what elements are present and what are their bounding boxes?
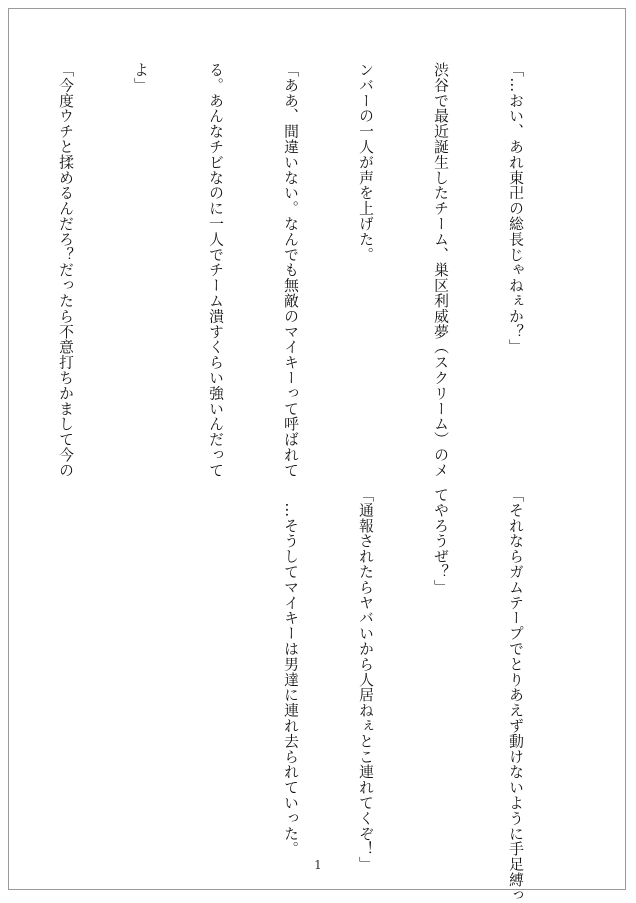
line: 「今度ウチと揉めるんだろ？だったら不意打ちかまして今の	[57, 62, 74, 478]
line: てやろうぜ？」	[432, 487, 449, 595]
blank-line	[203, 487, 228, 847]
line: 「通報されたらヤバいから人居ねぇとこ連れてくぞ！」	[357, 487, 374, 872]
text-block-bottom	[58, 487, 578, 903]
line: ンバーの一人が声を上げた。	[357, 62, 374, 263]
line: 渋谷で最近誕生したチーム、巣区利威夢（スクリーム）のメ	[432, 62, 449, 478]
text-block-top	[57, 62, 578, 478]
line: 「…おい、あれ東卍の総長じゃねぇか？」	[507, 62, 524, 355]
line	[0, 487, 3, 847]
line: 「それならガムテープでとりあえず動けないように手足縛っ	[507, 487, 524, 903]
line: る。あんなチビなのに一人でチーム潰すくらい強いんだって	[207, 62, 224, 478]
blank-line	[128, 487, 153, 847]
page-number: 1	[314, 858, 322, 872]
line: よ」	[132, 62, 149, 93]
line	[0, 62, 3, 422]
line: …そうしてマイキーは男達に連れ去られていった。	[282, 487, 299, 857]
line: 「ああ、間違いない。なんでも無敵のマイキーって呼ばれて	[282, 62, 299, 478]
blank-line	[53, 487, 78, 847]
